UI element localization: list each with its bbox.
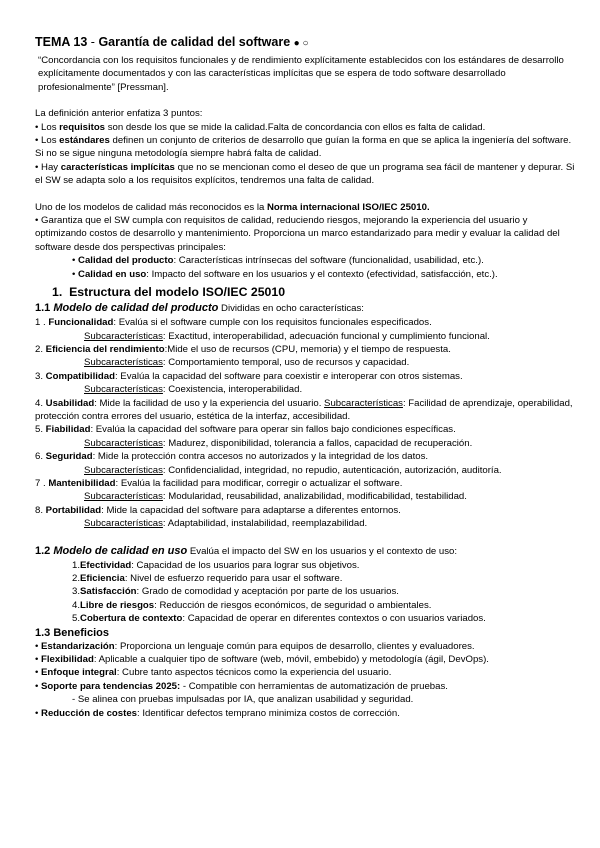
title-text: Garantía de calidad del software	[98, 35, 291, 49]
subs-funcionalidad: Subcaracterísticas: Exactitud, interoperabilidad, adecuación funcional y cumplimiento funcional.	[84, 330, 490, 342]
benefit-soporte-tendencias-extra: - Se alinea con pruebas impulsadas por IA, que analizan usabilidad y seguridad.	[72, 694, 414, 706]
subs-eficiencia: Subcaracterísticas: Comportamiento temporal, uso de recursos y capacidad.	[84, 357, 410, 369]
use-quality-list	[35, 559, 580, 626]
char-compatibilidad: 3. Compatibilidad: Evalúa la capacidad del software para coexistir e interoperar con otros sistemas.	[35, 370, 463, 382]
char-fiabilidad: 5. Fiabilidad: Evalúa la capacidad del software para operar sin fallos bajo condiciones específicas.	[35, 424, 456, 436]
subs-seguridad: Subcaracterísticas: Confidencialidad, integridad, no repudio, autenticación, autorización, auditoría.	[84, 464, 502, 476]
use-eficiencia: 2.Eficiencia: Nivel de esfuerzo requerido para usar el software.	[72, 573, 343, 584]
char-portabilidad: 8. Portabilidad: Mide la capacidad del software para adaptarse a diferentes entornos.	[35, 504, 401, 516]
emphasis-lead: La definición anterior enfatiza 3 puntos:	[35, 108, 203, 120]
subs-compatibilidad: Subcaracterísticas: Coexistencia, interoperabilidad.	[84, 384, 303, 396]
benefits-list	[35, 640, 580, 720]
use-satisfaccion: 3.Satisfacción: Grado de comodidad y aceptación por parte de los usuarios.	[72, 586, 399, 598]
perspective-uso: • Calidad en uso: Impacto del software en los usuarios y el contexto (efectividad, satisfacción, etc.).	[72, 268, 580, 281]
benefit-flexibilidad: • Flexibilidad: Aplicable a cualquier tipo de software (web, móvil, embebido) y metodología (ágil, DevOps).	[35, 653, 580, 666]
use-efectividad: 1.Efectividad: Capacidad de los usuarios para lograr sus objetivos.	[72, 559, 360, 571]
char-usabilidad: 4. Usabilidad: Mide la facilidad de uso y la experiencia del usuario. Subcaracterísticas: Facilidad de aprendizaje, operabilidad, protección contra errores del usuario, estética de la interfaz, accesibilidad.	[35, 397, 573, 422]
section-1-1-heading: 1.1 Modelo de calidad del producto Divididas en ocho características:	[35, 302, 364, 315]
section-1-2-heading: 1.2 Modelo de calidad en uso Evalúa el impacto del SW en los usuarios y el contexto de uso:	[35, 544, 458, 557]
subs-portabilidad: Subcaracterísticas: Adaptabilidad, instalabilidad, reemplazabilidad.	[84, 518, 368, 530]
norma-intro: Uno de los modelos de calidad más reconocidos es la Norma internacional ISO/IEC 25010.	[35, 201, 430, 213]
char-seguridad: 6. Seguridad: Mide la protección contra accesos no autorizados y la integridad de los datos.	[35, 451, 429, 463]
title-topic: TEMA 13	[35, 35, 88, 49]
use-cobertura-contexto: 5.Cobertura de contexto: Capacidad de operar en diferentes contextos o con usuarios variados.	[72, 613, 486, 625]
emphasis-point-requisitos: • Los requisitos son desde los que se mide la calidad.Falta de concordancia con ellos es falta de calidad.	[35, 121, 580, 134]
product-characteristics	[35, 316, 580, 531]
emphasis-point-implicitas: • Hay características implícitas que no se mencionan como el deseo de que un programa sea fácil de mantener y depurar. Si el SW se adapta solo a los requisitos explícitos, tendremos una falta de calidad.	[35, 161, 580, 188]
subs-fiabilidad: Subcaracterísticas: Madurez, disponibilidad, tolerancia a fallos, capacidad de recuperación.	[84, 437, 473, 449]
title-separator: -	[87, 35, 99, 49]
char-mantenibilidad: 7 . Mantenibilidad: Evalúa la facilidad para modificar, corregir o actualizar el software.	[35, 477, 403, 489]
benefit-soporte-tendencias: • Soporte para tendencias 2025: - Compatible con herramientas de automatización de pruebas.	[35, 680, 580, 693]
benefit-enfoque-integral: • Enfoque integral: Cubre tanto aspectos técnicos como la experiencia del usuario.	[35, 666, 580, 679]
benefit-reduccion-costes: • Reducción de costes: Identificar defectos temprano minimiza costos de corrección.	[35, 707, 580, 720]
use-libre-riesgos: 4.Libre de riesgos: Reducción de riesgos económicos, de seguridad o ambientales.	[72, 599, 432, 611]
char-funcionalidad: 1 . Funcionalidad: Evalúa si el software cumple con los requisitos funcionales especificados.	[35, 317, 432, 329]
title-dots-icon: ● ○	[293, 38, 309, 49]
section-1-3-heading: 1.3 Beneficios	[35, 626, 109, 639]
subs-mantenibilidad: Subcaracterísticas: Modularidad, reusabilidad, analizabilidad, modificabilidad, testabilidad.	[84, 491, 467, 503]
section-1-heading: 1. Estructura del modelo ISO/IEC 25010	[52, 285, 286, 300]
norma-bullet: • Garantiza que el SW cumpla con requisitos de calidad, reduciendo riesgos, mejorando la experiencia del usuario y optimizando costos de desarrollo y mantenimiento. Proporciona un marco estandarizado para medir y evaluar la calidad del software desde dos perspectivas principales:	[35, 214, 580, 254]
benefit-estandarizacion: • Estandarización: Proporciona un lenguaje común para equipos de desarrollo, clientes y evaluadores.	[35, 640, 580, 653]
document-title	[35, 34, 580, 52]
perspectives-list	[35, 254, 580, 281]
emphasis-point-estandares: • Los estándares definen un conjunto de criterios de desarrollo que guían la forma en que se aplica la ingeniería del software. Si no se sigue ninguna metodología siempre habrá falta de calidad.	[35, 134, 580, 161]
intro-quote: “Concordancia con los requisitos funcionales y de rendimiento explícitamente establecidos con los estándares de desarrollo explícitamente documentados y con las características implícitas que se espera de todo software desarrollado profesionalmente” [Pressman].	[38, 55, 564, 93]
document-page	[35, 34, 580, 720]
perspective-producto: • Calidad del producto: Características intrínsecas del software (funcionalidad, usabilidad, etc.).	[72, 254, 580, 267]
char-eficiencia: 2. Eficiencia del rendimiento:Mide el uso de recursos (CPU, memoria) y el tiempo de respuesta.	[35, 343, 451, 355]
